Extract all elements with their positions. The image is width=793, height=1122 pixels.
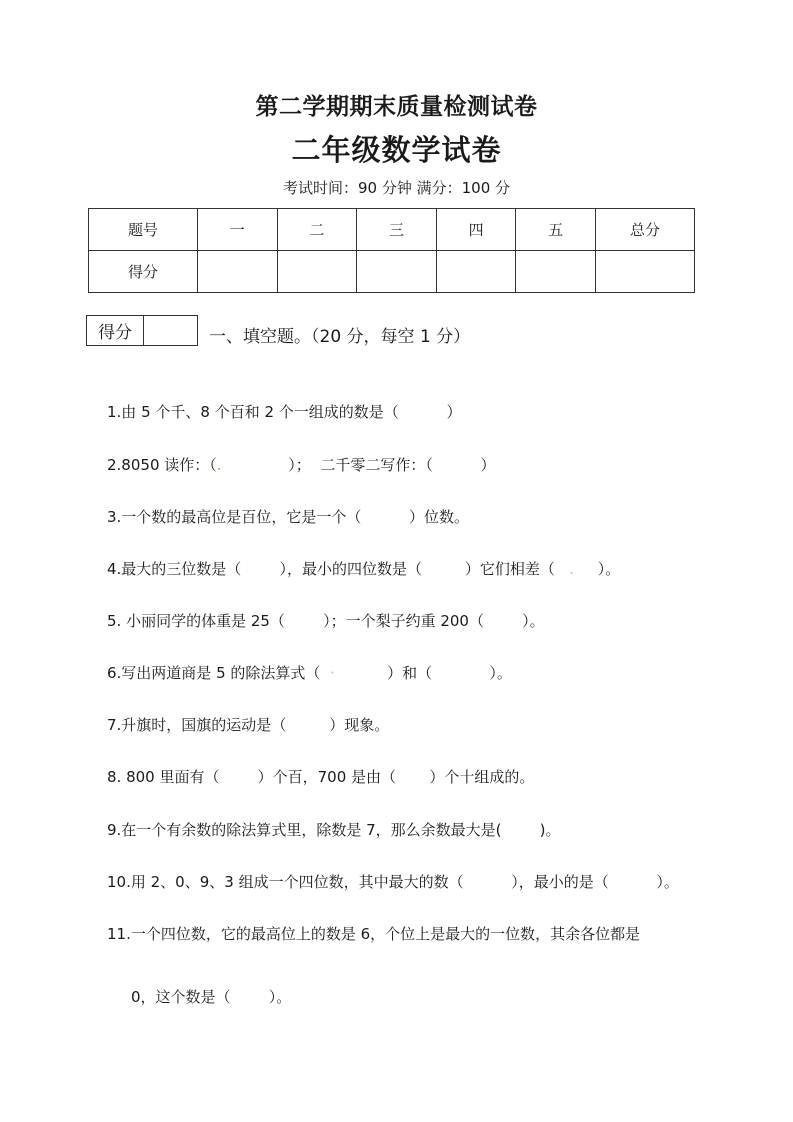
- section-score-blank: [144, 316, 197, 345]
- question-5: 5. 小丽同学的体重是 25（ ）；一个梨子约重 200（ ）。: [107, 612, 545, 630]
- score-table-header-row: [89, 209, 695, 251]
- score-table-cell: 总分: [596, 209, 695, 251]
- score-blank-cell: [516, 251, 596, 293]
- question-2-part-a: 2.8050 读作：（: [107, 456, 217, 474]
- speck-mark: ·: [329, 664, 335, 682]
- question-11-continued: 0，这个数是（ ）。: [131, 988, 292, 1006]
- section-score-box: [86, 315, 198, 346]
- score-table-cell: 二: [277, 209, 357, 251]
- score-table-cell: 五: [516, 209, 596, 251]
- question-6-part-b: ）和（ ）。: [334, 664, 512, 682]
- exam-title: 第二学期期末质量检测试卷: [255, 94, 538, 120]
- question-8: 8. 800 里面有（ ）个百，700 是由（ ）个十组成的。: [107, 768, 535, 786]
- question-10: 10.用 2、0、9、3 组成一个四位数，其中最大的数（ ），最小的是（ ）。: [107, 873, 679, 891]
- question-1: 1.由 5 个千、8 个百和 2 个一组成的数是（ ）: [107, 403, 462, 421]
- section-title: 一、填空题。（20 分，每空 1 分）: [209, 327, 471, 347]
- score-table-cell: 三: [357, 209, 437, 251]
- speck-mark: .: [216, 456, 222, 474]
- question-2: [107, 454, 496, 475]
- question-9: 9.在一个有余数的除法算式里，除数是 7，那么余数最大是( )。: [107, 821, 561, 839]
- score-table-cell: 四: [436, 209, 516, 251]
- exam-info: 考试时间：90 分钟 满分：100 分: [282, 179, 511, 197]
- score-table: [88, 208, 695, 293]
- score-blank-cell: [357, 251, 437, 293]
- speck-mark: .: [569, 560, 574, 578]
- section-score-label: 得分: [87, 316, 144, 345]
- question-6-part-a: 6.写出两道商是 5 的除法算式（: [107, 664, 330, 682]
- question-4-part-b: ）。: [573, 560, 621, 578]
- score-blank-cell: [596, 251, 695, 293]
- score-blank-cell: [198, 251, 278, 293]
- question-7: 7.升旗时，国旗的运动是（ ）现象。: [107, 716, 390, 734]
- question-4: [107, 558, 620, 579]
- score-table-cell: 题号: [89, 209, 198, 251]
- question-2-part-b: ）； 二千零二写作：（ ）: [221, 456, 496, 474]
- question-11: 11.一个四位数，它的最高位上的数是 6，个位上是最大的一位数，其余各位都是: [107, 925, 641, 943]
- score-table-score-row: [89, 251, 695, 293]
- score-blank-cell: [277, 251, 357, 293]
- question-4-part-a: 4.最大的三位数是（ ），最小的四位数是（ ）它们相差（: [107, 560, 570, 578]
- score-table-cell: 得分: [89, 251, 198, 293]
- question-6: [107, 662, 512, 683]
- score-blank-cell: [436, 251, 516, 293]
- exam-subtitle: 二年级数学试卷: [291, 133, 502, 167]
- score-table-cell: 一: [198, 209, 278, 251]
- question-3: 3.一个数的最高位是百位，它是一个（ ）位数。: [107, 508, 469, 526]
